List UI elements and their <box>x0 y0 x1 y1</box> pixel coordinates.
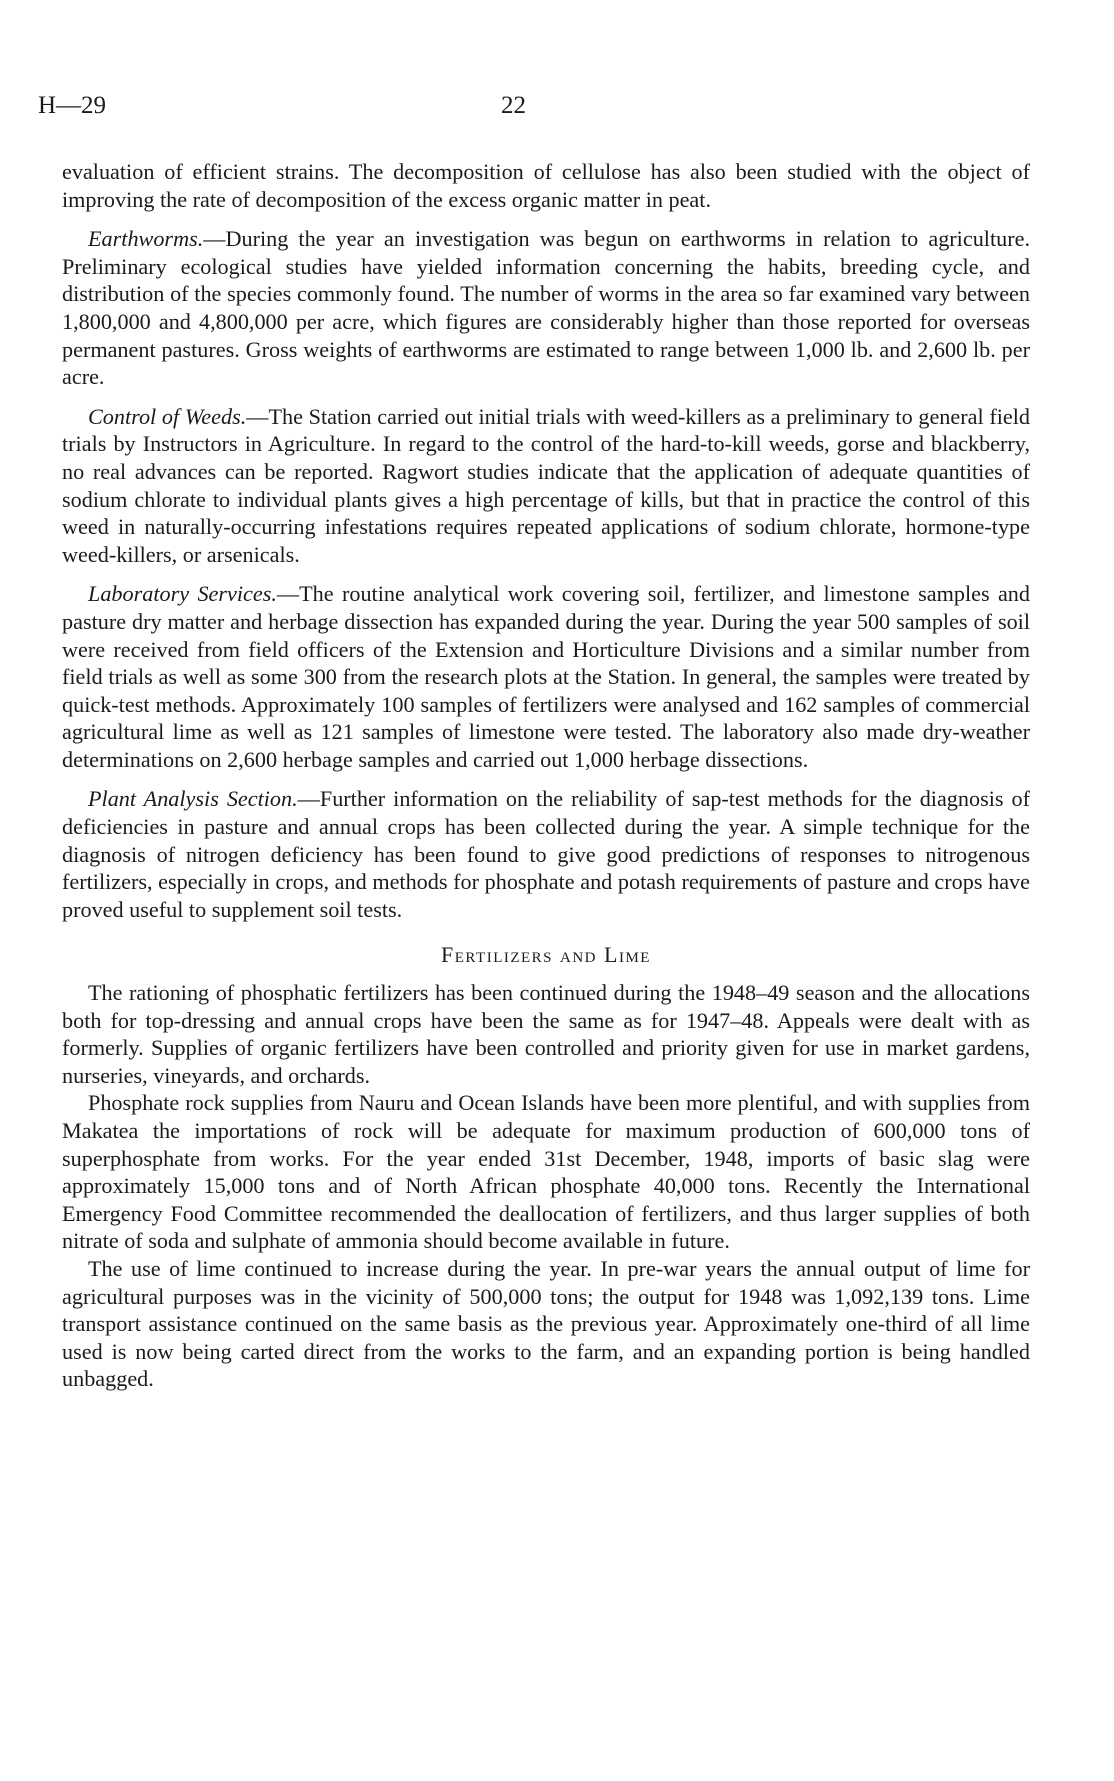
control-of-weeds-text: —The Station carried out initial trials with weed-killers as a preliminary to general field trials by Instructors in Agriculture. In regard to the control of the hard-to-kill weeds, gorse and blackberry, no real advances can be reported. Ragwort studies indicate that the application of adequate quantities of sodium chlorate to individual plants gives a high percentage of kills, but that in practice the control of this weed in naturally-occurring infestations requires repeated applications of sodium chlorate, hormone-type weed-killers, or arsenicals. <box>62 403 1030 567</box>
page-code: H—29 <box>38 92 107 119</box>
document-body <box>62 158 1030 1393</box>
earthworms-text: —During the year an investigation was begun on earthworms in relation to agriculture. Preliminary ecological studies have yielded information concerning the habits, breeding cycle, and distribution of the species commonly found. The number of worms in the area so far examined vary between 1,800,000 and 4,800,000 per acre, which figures are considerably higher than those reported for overseas permanent pastures. Gross weights of earthworms are estimated to range between 1,000 lb. and 2,600 lb. per acre. <box>62 226 1030 390</box>
laboratory-services-heading: Laboratory Services. <box>88 581 277 607</box>
page-header <box>38 92 1038 128</box>
laboratory-services-text: —The routine analytical work covering soil, fertilizer, and limestone samples and pasture dry matter and herbage dissection has expanded during the year. During the year 500 samples of soil were received from field officers of the Extension and Horticulture Divisions and a similar number from field trials as well as some 300 from the research plots at the Station. In general, the samples were treated by quick-test methods. Approximately 100 samples of fertilizers were analysed and 162 samples of commercial agricultural lime as well as 121 samples of limestone were tested. The laboratory also made dry-weather determinations on 2,600 herbage samples and carried out 1,000 herbage dissections. <box>62 581 1030 772</box>
fertilizers-and-lime-heading: Fertilizers and Lime <box>441 942 651 968</box>
plant-analysis-text: —Further information on the reliability of sap-test methods for the diagnosis of deficiencies in pasture and annual crops has been collected during the year. A simple technique for the diagnosis of nitrogen deficiency has been found to give good predictions of responses to nitrogenous fertilizers, especially in crops, and methods for phosphate and potash requirements of pasture and crops have proved useful to supplement soil tests. <box>62 786 1030 922</box>
laboratory-services-paragraph <box>62 580 1030 773</box>
earthworms-paragraph <box>62 225 1030 391</box>
fertilizers-paragraph: The use of lime continued to increase during the year. In pre-war years the annual output of lime for agricultural purposes was in the vicinity of 500,000 tons; the output for 1948 was 1,092,139 tons. Lime transport assistance continued on the same basis as the previous year. Approximately one-third of all lime used is now being carted direct from the works to the farm, and an expanding portion is being handled unbagged. <box>62 1255 1030 1392</box>
page-number: 22 <box>501 92 526 119</box>
fertilizers-paragraph: The rationing of phosphatic fertilizers has been continued during the 1948–49 season and the allocations both for top-dressing and annual crops have been the same as for 1947–48. Appeals were dealt with as formerly. Supplies of organic fertilizers have been controlled and priority given for use in market gardens, nurseries, vineyards, and orchards. <box>62 980 1030 1088</box>
intro-paragraph: evaluation of efficient strains. The decomposition of cellulose has also been studied with the object of improving the rate of decomposition of the excess organic matter in peat. <box>62 159 1030 212</box>
control-of-weeds-heading: Control of Weeds. <box>88 403 247 429</box>
fertilizers-paragraph: Phosphate rock supplies from Nauru and Ocean Islands have been more plentiful, and with supplies from Makatea the importations of rock will be adequate for maximum production of 600,000 tons of superphosphate from works. For the year ended 31st December, 1948, imports of basic slag were approximately 15,000 tons and of North African phosphate 40,000 tons. Recently the International Emergency Food Committee recommended the deallocation of fertilizers, and thus larger supplies of both nitrate of soda and sulphate of ammonia should become available in future. <box>62 1090 1030 1254</box>
plant-analysis-paragraph <box>62 785 1030 923</box>
earthworms-heading: Earthworms. <box>88 226 204 252</box>
plant-analysis-heading: Plant Analysis Section. <box>88 786 298 812</box>
control-of-weeds-paragraph <box>62 403 1030 569</box>
